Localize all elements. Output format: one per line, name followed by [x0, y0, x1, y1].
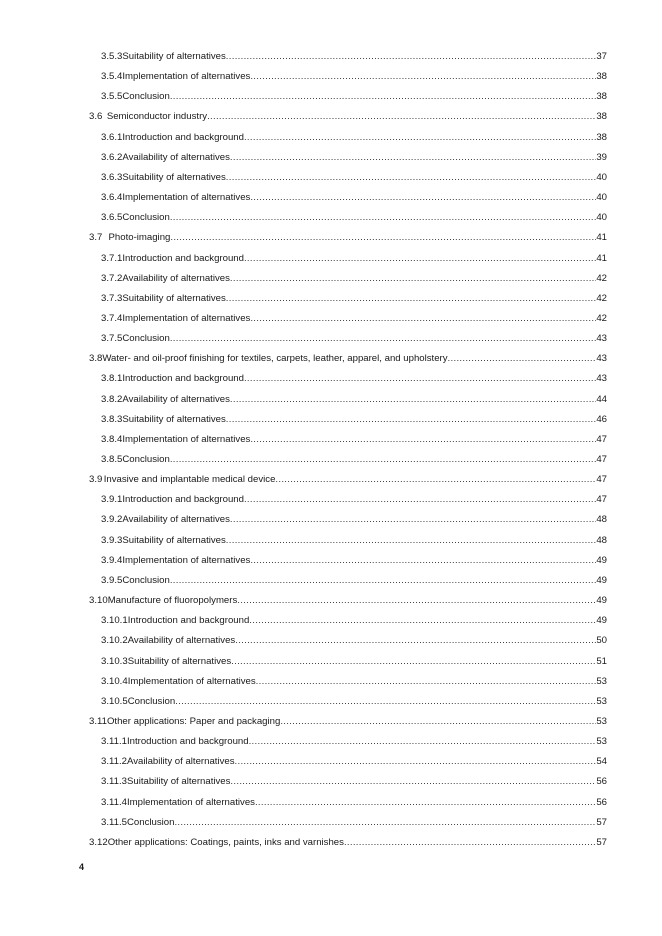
dot-leader: [174, 816, 596, 830]
toc-entry[interactable]: [101, 413, 607, 427]
toc-entry-page: 47: [596, 494, 607, 506]
toc-entry-title: Conclusion: [122, 91, 170, 103]
toc-entry[interactable]: [101, 211, 607, 225]
toc-entry-title: Manufacture of fluoropolymers: [107, 595, 238, 607]
toc-entry-number: 3.6.1: [101, 131, 123, 143]
dot-leader: [250, 433, 596, 447]
toc-entry-number: 3.5.4: [101, 71, 123, 83]
toc-entry-title: Suitability of alternatives: [122, 413, 226, 425]
toc-entry-page: 42: [596, 272, 607, 284]
toc-entry-title: Suitability of alternatives: [122, 292, 226, 304]
toc-entry-number: 3.12: [89, 836, 108, 848]
toc-entry-page: 53: [596, 675, 607, 687]
toc-entry[interactable]: [101, 735, 607, 749]
toc-entry-number: 3.9.4: [101, 554, 123, 566]
toc-entry-title: Availability of alternatives: [122, 272, 230, 284]
toc-entry-title: Conclusion: [122, 574, 170, 586]
dot-leader: [226, 413, 597, 427]
toc-entry-page: 40: [596, 192, 607, 204]
toc-entry-title: Semiconductor industry: [106, 111, 208, 123]
toc-entry-number: 3.11.3: [101, 776, 127, 788]
toc-entry-page: 53: [596, 715, 607, 727]
dot-leader: [230, 393, 596, 407]
toc-entry-title: Availability of alternatives: [122, 151, 230, 163]
toc-entry-page: 44: [596, 393, 607, 405]
toc-entry-title: Availability of alternatives: [122, 393, 230, 405]
toc-entry-number: 3.9: [89, 474, 103, 486]
toc-entry-title: Availability of alternatives: [127, 635, 236, 647]
toc-entry-number: 3.8.1: [101, 373, 123, 385]
toc-entry-page: 41: [596, 232, 607, 244]
toc-entry-page: 38: [596, 71, 607, 83]
toc-entry-number: 3.7.1: [101, 252, 123, 264]
toc-entry-title: Implementation of alternatives: [122, 433, 251, 445]
toc-entry-page: 53: [596, 695, 607, 707]
toc-entry-page: 47: [596, 474, 607, 486]
toc-entry-number: 3.8.4: [101, 433, 123, 445]
toc-entry-number: 3.7.2: [101, 272, 123, 284]
dot-leader: [170, 453, 597, 467]
dot-leader: [231, 655, 596, 669]
toc-entry-title: Introduction and background: [126, 736, 249, 748]
toc-entry-number: 3.8.2: [101, 393, 123, 405]
toc-entry-number: 3.7.5: [101, 333, 123, 345]
dot-leader: [170, 231, 596, 245]
toc-entry-title: Suitability of alternatives: [122, 534, 226, 546]
toc-entry-title: Introduction and background: [122, 373, 244, 385]
toc-entry-page: 54: [596, 756, 607, 768]
toc-entry-page: 46: [596, 413, 607, 425]
toc-entry-title: Suitability of alternatives: [122, 171, 226, 183]
toc-entry-page: 43: [596, 333, 607, 345]
toc-entry[interactable]: [101, 292, 607, 306]
dot-leader: [249, 614, 596, 628]
toc-entry-number: 3.10.2: [101, 635, 128, 647]
dot-leader: [249, 735, 597, 749]
toc-entry-number: 3.7.4: [101, 312, 123, 324]
page-number: 4: [79, 862, 85, 872]
toc-entry-page: 57: [596, 816, 607, 828]
dot-leader: [250, 191, 596, 205]
toc-entry[interactable]: [89, 231, 607, 245]
toc-entry-title: Suitability of alternatives: [127, 655, 232, 667]
dot-leader: [226, 50, 597, 64]
dot-leader: [170, 211, 597, 225]
toc-entry-title: Conclusion: [122, 212, 170, 224]
toc-entry-page: 56: [596, 796, 607, 808]
toc-entry-title: Introduction and background: [122, 252, 244, 264]
dot-leader: [207, 110, 596, 124]
dot-leader: [170, 332, 597, 346]
dot-leader: [255, 796, 596, 810]
toc-entry-number: 3.10.4: [101, 675, 128, 687]
toc-entry[interactable]: [89, 473, 607, 487]
toc-entry[interactable]: [101, 131, 607, 145]
toc-entry-title: Other applications: Paper and packaging: [106, 715, 281, 727]
dot-leader: [226, 171, 597, 185]
toc-entry[interactable]: [101, 393, 607, 407]
dot-leader: [230, 272, 596, 286]
toc-entry-number: 3.9.3: [101, 534, 123, 546]
dot-leader: [244, 372, 596, 386]
toc-entry-title: Suitability of alternatives: [126, 776, 231, 788]
toc-entry-number: 3.11: [89, 715, 107, 727]
toc-entry-title: Introduction and background: [127, 615, 250, 627]
toc-entry-page: 56: [596, 776, 607, 788]
toc-entry-page: 49: [596, 574, 607, 586]
toc-entry-number: 3.5.3: [101, 51, 123, 62]
toc-entry[interactable]: [101, 574, 607, 588]
dot-leader: [235, 634, 596, 648]
toc-entry-page: 50: [596, 635, 607, 647]
toc-entry-page: 49: [596, 595, 607, 607]
toc-entry-number: 3.8.3: [101, 413, 123, 425]
toc-entry[interactable]: [89, 594, 607, 608]
dot-leader: [280, 715, 596, 729]
dot-leader: [275, 473, 596, 487]
toc-entry-title: Availability of alternatives: [126, 756, 235, 768]
dot-leader: [237, 594, 596, 608]
toc-entry[interactable]: [101, 534, 607, 548]
dot-leader: [226, 292, 597, 306]
toc-entry-number: 3.6.2: [101, 151, 123, 163]
toc-entry-number: 3.6.4: [101, 192, 123, 204]
toc-entry-page: 48: [596, 514, 607, 526]
toc-entry-title: Implementation of alternatives: [122, 312, 251, 324]
toc-entry-title: Invasive and implantable medical device: [103, 474, 276, 486]
toc-entry-page: 41: [596, 252, 607, 264]
toc-entry-title: Conclusion: [122, 333, 170, 345]
toc-entry-number: 3.6.3: [101, 171, 123, 183]
toc-entry[interactable]: [101, 554, 607, 568]
dot-leader: [250, 554, 596, 568]
toc-entry-number: 3.6.5: [101, 212, 123, 224]
toc-entry-number: 3.8: [89, 353, 103, 365]
toc-entry-number: 3.9.1: [101, 494, 123, 506]
toc-entry-number: 3.7.3: [101, 292, 123, 304]
toc-entry[interactable]: [101, 796, 607, 810]
toc-entry[interactable]: [101, 252, 607, 266]
dot-leader: [244, 252, 596, 266]
toc-entry[interactable]: [101, 90, 607, 104]
toc-entry-number: 3.5.5: [101, 91, 123, 103]
toc-entry-number: 3.7: [89, 232, 103, 244]
toc-entry-number: 3.6: [89, 111, 103, 123]
toc-entry-title: Conclusion: [126, 816, 175, 828]
dot-leader: [344, 836, 596, 850]
toc-entry-number: 3.10: [89, 595, 108, 607]
toc-entry-title: Water- and oil-proof finishing for textiles, carpets, leather, apparel, and upholstery: [102, 353, 448, 365]
toc-entry[interactable]: [101, 675, 607, 689]
dot-leader: [244, 131, 596, 145]
toc-entry-page: 48: [596, 534, 607, 546]
toc-entry-number: 3.11.4: [101, 796, 127, 808]
toc-entry-page: 38: [596, 131, 607, 143]
toc-entry[interactable]: [101, 70, 607, 84]
toc-entry-title: Conclusion: [122, 454, 170, 465]
toc-entry-page: 47: [596, 454, 607, 465]
toc-entry[interactable]: [101, 775, 607, 789]
toc-entry[interactable]: [101, 433, 607, 447]
toc-entry-page: 40: [596, 171, 607, 183]
dot-leader: [170, 574, 597, 588]
toc-entry[interactable]: [101, 493, 607, 507]
toc-entry[interactable]: [101, 171, 607, 185]
toc-entry-title: Availability of alternatives: [122, 514, 230, 526]
toc-entry-number: 3.10.5: [101, 695, 128, 707]
dot-leader: [170, 90, 597, 104]
toc-entry-number: 3.11.1: [101, 736, 127, 748]
toc-entry-page: 43: [596, 353, 607, 365]
toc-entry[interactable]: [101, 634, 607, 648]
toc-entry-title: Other applications: Coatings, paints, inks and varnishes: [107, 836, 344, 848]
toc-entry-number: 3.9.2: [101, 514, 123, 526]
toc-entry-page: 51: [596, 655, 607, 667]
toc-entry-number: 3.11.2: [101, 756, 127, 768]
toc-entry-page: 53: [596, 736, 607, 748]
toc-entry-page: 37: [596, 51, 607, 62]
toc-entry[interactable]: [101, 655, 607, 669]
toc-entry[interactable]: [101, 614, 607, 628]
toc-entry[interactable]: [89, 352, 607, 366]
dot-leader: [230, 775, 596, 789]
toc-entry-page: 43: [596, 373, 607, 385]
dot-leader: [230, 513, 596, 527]
toc-entry[interactable]: [101, 332, 607, 346]
toc-entry[interactable]: [101, 513, 607, 527]
toc-entry-title: Conclusion: [127, 695, 176, 707]
toc-entry-number: 3.11.5: [101, 816, 127, 828]
toc-entry[interactable]: [101, 755, 607, 769]
toc-entry-title: Introduction and background: [122, 131, 244, 143]
toc-entry-page: 42: [596, 312, 607, 324]
toc-entry-page: 47: [596, 433, 607, 445]
toc-entry[interactable]: [89, 715, 607, 729]
toc-entry-title: Suitability of alternatives: [122, 51, 226, 62]
toc-entry-number: 3.10.3: [101, 655, 128, 667]
toc-entry-number: 3.10.1: [101, 615, 128, 627]
dot-leader: [175, 695, 596, 709]
toc-entry[interactable]: [101, 695, 607, 709]
toc-entry-title: Implementation of alternatives: [122, 71, 251, 83]
dot-leader: [256, 675, 597, 689]
toc-entry[interactable]: [89, 836, 607, 850]
toc-entry-page: 38: [596, 111, 607, 123]
toc-entry-number: 3.9.5: [101, 574, 123, 586]
toc-entry-title: Implementation of alternatives: [127, 675, 256, 687]
toc-entry[interactable]: [89, 110, 607, 124]
toc-entry-page: 39: [596, 151, 607, 163]
dot-leader: [230, 151, 596, 165]
toc-entry-page: 49: [596, 615, 607, 627]
dot-leader: [250, 70, 596, 84]
dot-leader: [226, 534, 597, 548]
dot-leader: [235, 755, 597, 769]
toc-entry-title: Implementation of alternatives: [122, 554, 251, 566]
toc-entry[interactable]: [101, 191, 607, 205]
toc-entry-number: 3.8.5: [101, 454, 123, 465]
toc-entry-title: Implementation of alternatives: [122, 192, 251, 204]
toc-entry-page: 40: [596, 212, 607, 224]
dot-leader: [244, 493, 596, 507]
toc-entry[interactable]: [101, 372, 607, 386]
toc-entry-page: 42: [596, 292, 607, 304]
toc-entry[interactable]: [101, 816, 607, 830]
toc-entry[interactable]: [101, 272, 607, 286]
toc-entry-page: 57: [596, 836, 607, 848]
toc-entry[interactable]: [101, 312, 607, 326]
toc-entry[interactable]: [101, 453, 607, 467]
toc-entry-page: 49: [596, 554, 607, 566]
toc-entry-title: Introduction and background: [122, 494, 244, 506]
dot-leader: [250, 312, 596, 326]
toc-entry[interactable]: [101, 151, 607, 165]
toc-entry[interactable]: [101, 50, 607, 64]
toc-entry-page: 38: [596, 91, 607, 103]
toc-entry-title: Implementation of alternatives: [126, 796, 255, 808]
dot-leader: [448, 352, 597, 366]
toc-entry-title: Photo-imaging: [108, 232, 171, 244]
